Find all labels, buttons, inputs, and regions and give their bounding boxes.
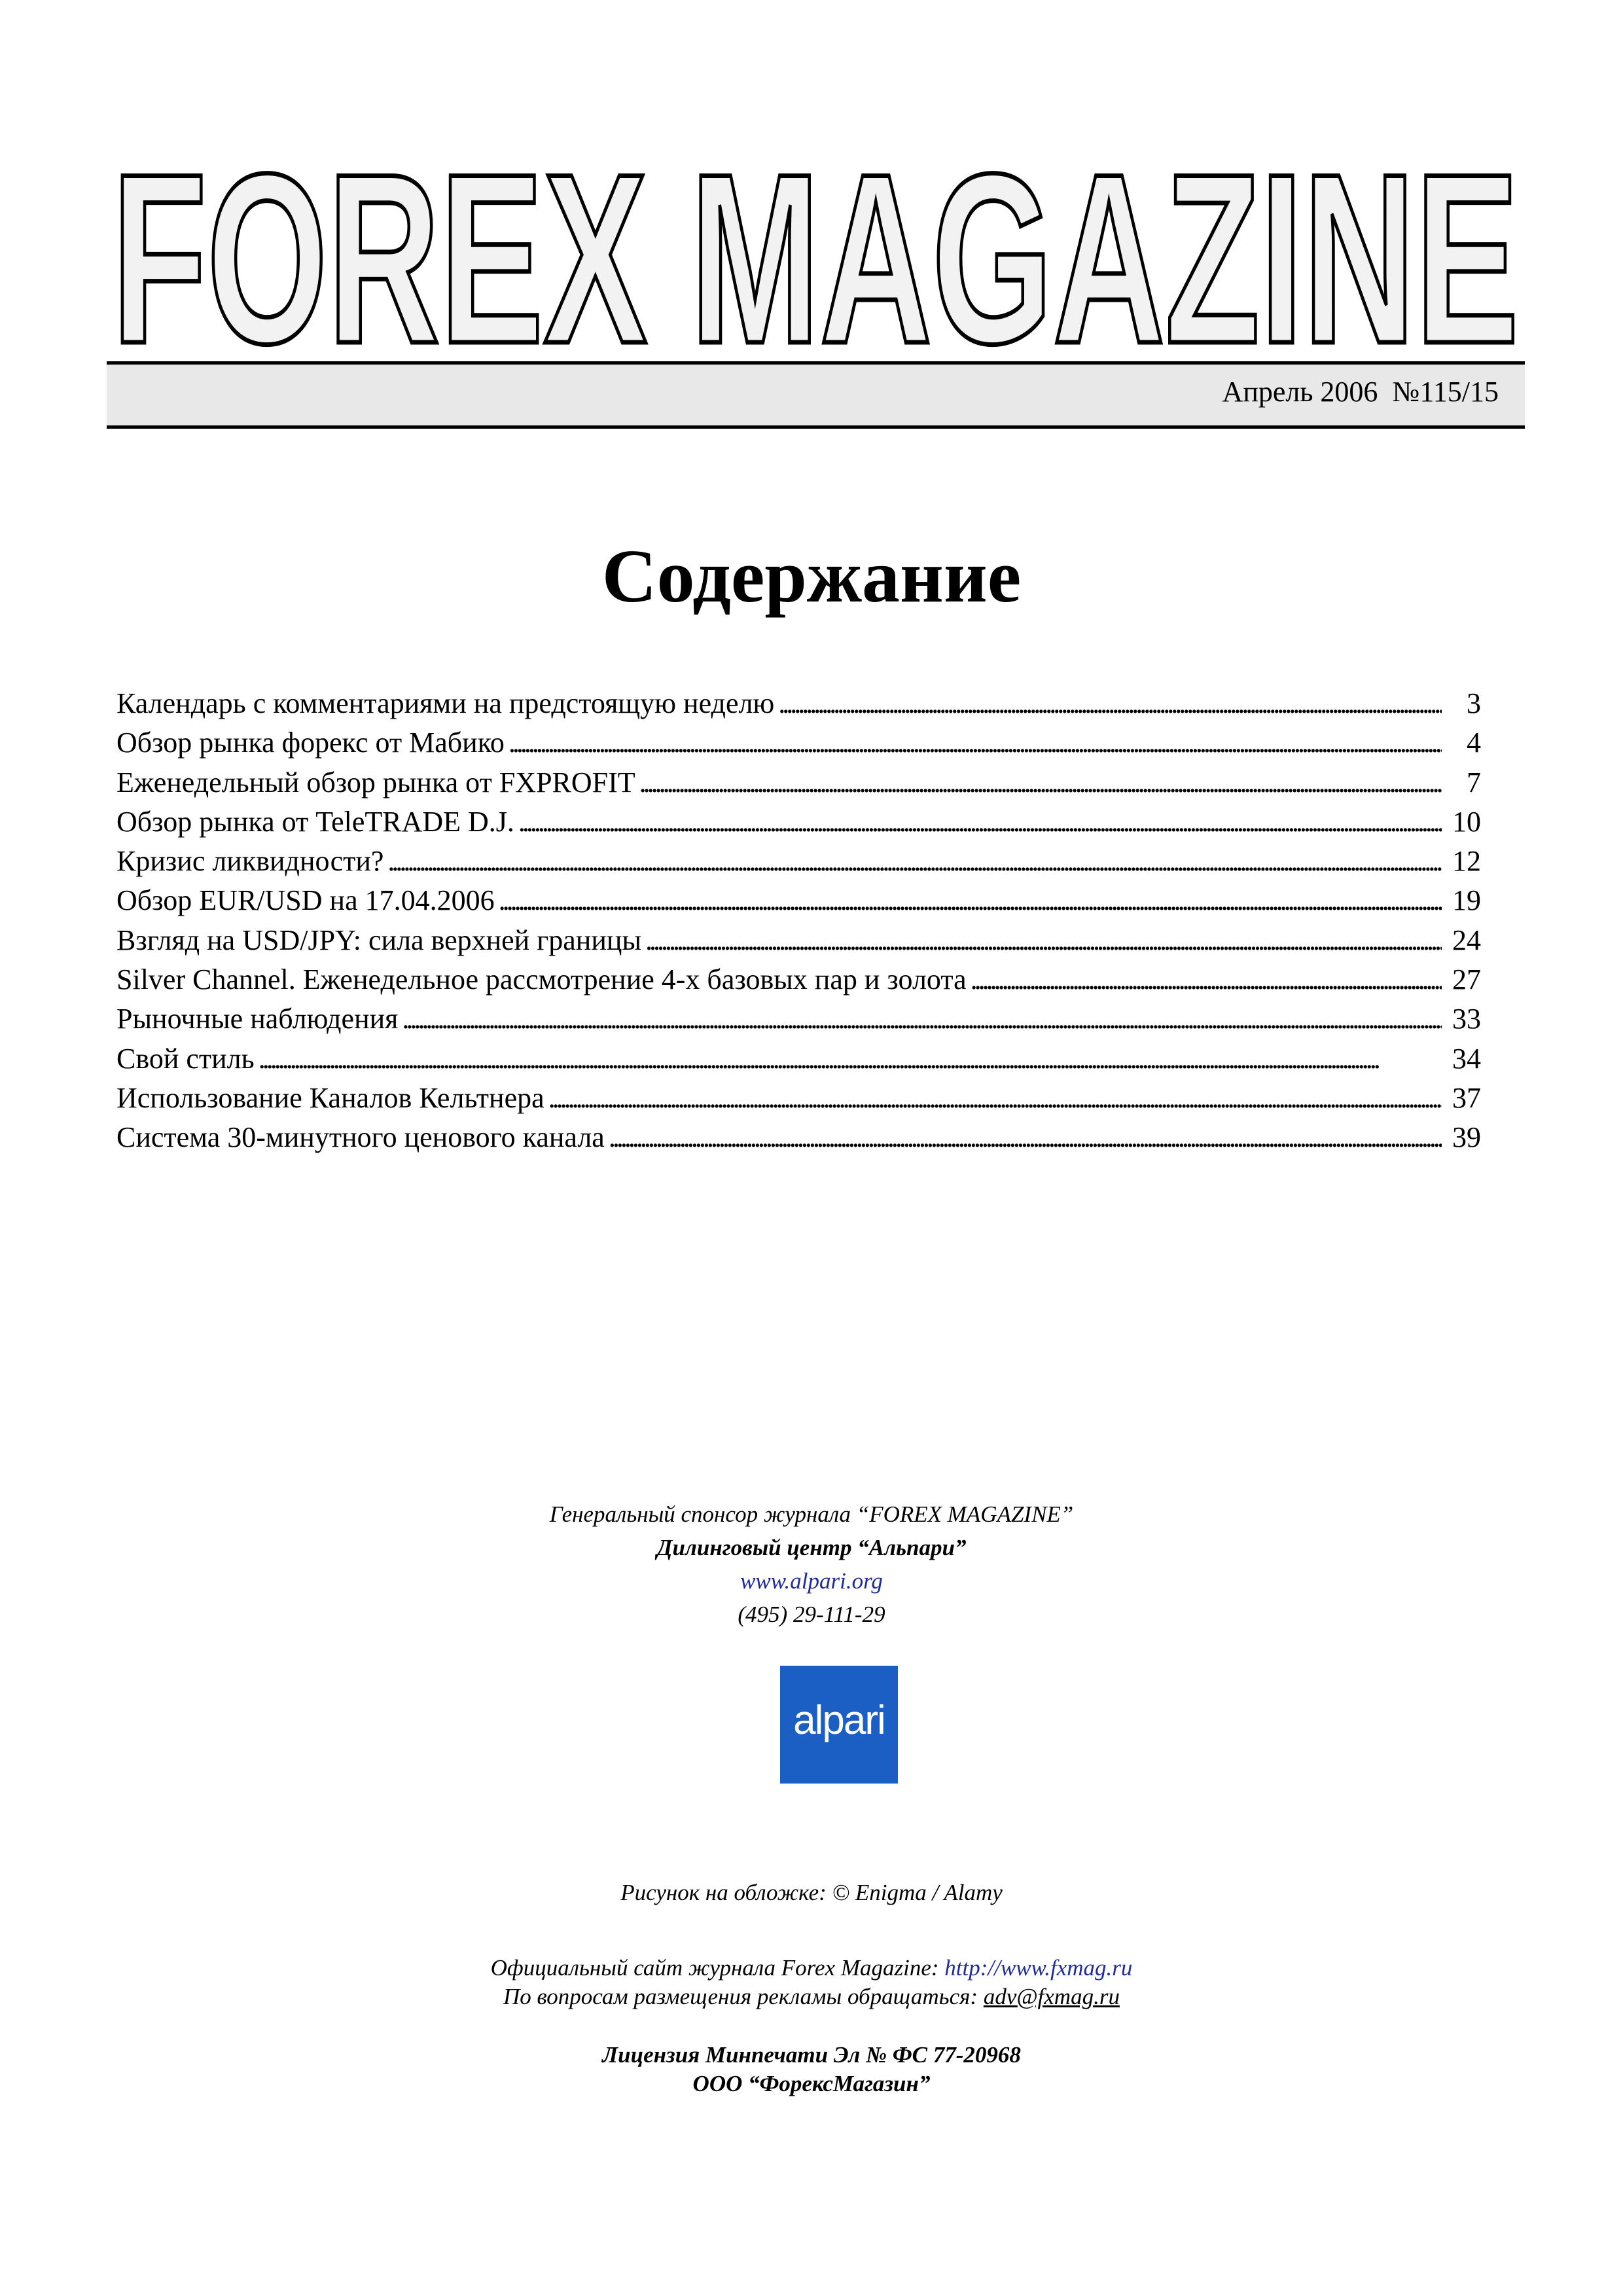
sponsor-phone: (495) 29-111-29 <box>738 1602 885 1627</box>
toc-leader <box>259 1039 1442 1079</box>
toc-item-page: 19 <box>1452 884 1481 917</box>
toc-item[interactable] <box>116 1118 1481 1157</box>
toc-item-page: 10 <box>1452 805 1481 838</box>
toc-item-title: Календарь с комментариями на предстоящую неделю <box>116 687 775 719</box>
toc-item-title: Обзор EUR/USD на 17.04.2006 <box>116 884 495 917</box>
toc-item[interactable] <box>116 1039 1481 1079</box>
toc-item[interactable] <box>116 960 1481 999</box>
toc-item-page: 12 <box>1452 845 1481 878</box>
sponsor-block <box>0 1498 1623 1631</box>
toc-title: Содержание <box>601 535 1022 619</box>
masthead-rule-bottom <box>107 425 1525 429</box>
masthead-logo <box>107 167 1525 357</box>
toc-item[interactable] <box>116 763 1481 802</box>
toc-item-page: 33 <box>1452 1003 1481 1035</box>
license-info <box>0 2041 1623 2098</box>
toc-leader <box>609 1118 1442 1157</box>
alpari-logo-text: alpari <box>793 1698 885 1743</box>
toc-item-page: 4 <box>1467 726 1481 759</box>
sponsor-name: Дилинговый центр “Альпари” <box>656 1535 967 1560</box>
toc-item-title: Silver Channel. Еженедельное рассмотрение 4-х базовых пар и золота <box>116 963 967 996</box>
toc-item-title: Обзор рынка от TeleTRADE D.J. <box>116 805 514 838</box>
toc-item-page: 34 <box>1452 1042 1481 1075</box>
toc-item[interactable] <box>116 999 1481 1039</box>
toc-item-page: 27 <box>1452 963 1481 996</box>
toc-item[interactable] <box>116 881 1481 920</box>
toc-leader <box>402 999 1442 1039</box>
toc-item[interactable] <box>116 723 1481 762</box>
toc-leader <box>508 723 1442 762</box>
official-site-label: Официальный сайт журнала Forex Magazine: <box>490 1955 939 1981</box>
toc-item-page: 37 <box>1452 1081 1481 1114</box>
license-line: Лицензия Минпечати Эл № ФС 77-20968 <box>602 2042 1021 2068</box>
toc-item[interactable] <box>116 921 1481 960</box>
toc-item-title: Обзор рынка форекс от Мабико <box>116 726 505 759</box>
official-info <box>0 1954 1623 2011</box>
toc-item[interactable] <box>116 802 1481 842</box>
toc-item[interactable] <box>116 842 1481 881</box>
toc-item-title: Использование Каналов Кельтнера <box>116 1081 544 1114</box>
masthead-title: FOREX MAGAZINE <box>112 167 1519 357</box>
toc-item[interactable] <box>116 1079 1481 1118</box>
toc-leader <box>387 842 1442 881</box>
official-site-link[interactable]: http://www.fxmag.ru <box>944 1955 1133 1981</box>
toc-item-title: Свой стиль <box>116 1042 255 1075</box>
ads-email-link[interactable]: adv@fxmag.ru <box>983 1984 1120 2009</box>
toc-leader <box>971 960 1442 999</box>
alpari-logo[interactable] <box>780 1666 898 1784</box>
cover-credit: Рисунок на обложке: © Enigma / Alamy <box>620 1880 1003 1905</box>
toc-leader <box>518 802 1442 842</box>
toc-leader <box>639 763 1442 802</box>
toc-leader <box>548 1079 1442 1118</box>
toc-item-title: Еженедельный обзор рынка от FXPROFIT <box>116 766 635 798</box>
toc-leader <box>778 684 1442 723</box>
sponsor-url-link[interactable]: www.alpari.org <box>740 1568 883 1594</box>
issue-date: Апрель 2006 №115/15 <box>1222 376 1499 408</box>
toc-item-title: Система 30-минутного ценового канала <box>116 1121 605 1154</box>
toc-item[interactable] <box>116 684 1481 723</box>
toc-item-title: Рыночные наблюдения <box>116 1003 399 1035</box>
ads-label: По вопросам размещения рекламы обращаться: <box>503 1984 978 2009</box>
toc-item-title: Взгляд на USD/JPY: сила верхней границы <box>116 924 642 956</box>
sponsor-line: Генеральный спонсор журнала “FOREX MAGAZINE” <box>549 1501 1074 1527</box>
toc-item-page: 3 <box>1467 687 1481 719</box>
table-of-contents <box>116 684 1481 1158</box>
toc-item-page: 7 <box>1467 766 1481 798</box>
toc-item-title: Кризис ликвидности? <box>116 845 384 878</box>
toc-leader <box>499 881 1442 920</box>
toc-item-page: 39 <box>1452 1121 1481 1154</box>
toc-leader <box>645 921 1442 960</box>
toc-item-page: 24 <box>1452 924 1481 956</box>
issue-band <box>107 365 1525 427</box>
company-name: ООО “ФорексМагазин” <box>692 2071 931 2096</box>
